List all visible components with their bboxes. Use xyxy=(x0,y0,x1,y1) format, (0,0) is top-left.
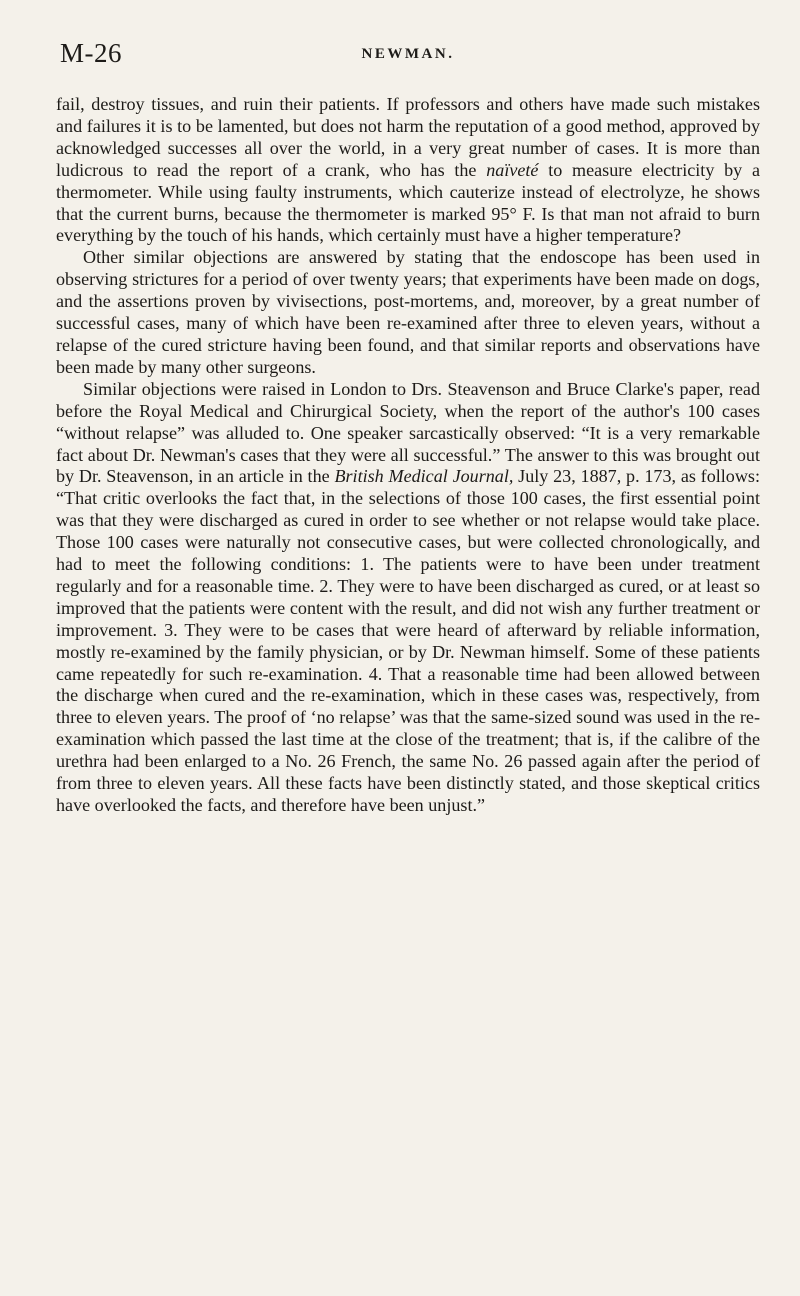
paragraph xyxy=(56,94,760,247)
text-run: Other similar objections are answered by stating that the endoscope has been used in observing strictures for a period of over twenty years; that experiments have been made on dogs, and the assertions proven by vivisections, post-mortems, and, moreover, by a great number of successful cases, many of which have been re-examined after three to eleven years, without a relapse of the cured stricture having been found, and that similar reports and observations have been made by many other surgeons. xyxy=(56,247,760,377)
running-title: NEWMAN. xyxy=(361,46,455,62)
body-text xyxy=(56,94,760,817)
italic-text: naïveté xyxy=(486,159,539,180)
text-run: July 23, 1887, p. 173, as follows: “That critic overlooks the fact that, in the selections of those 100 cases, the first essential point was that they were discharged as cured in order to see whether or not relapse would take place. Those 100 cases were naturally not consecutive cases, but were collected chronologically, and had to meet the following conditions: 1. The patients were to have been under treatment regularly and for a reasonable time. 2. They were to have been discharged as cured, or at least so improved that the patients were content with the result, and did not wish any further treatment or improvement. 3. They were to be cases that were heard of afterward by reliable information, mostly re-examined by the family physician, or by Dr. Newman himself. Some of these patients came repeatedly for such re-examination. 4. That a reasonable time had been allowed between the discharge when cured and the re-examination, which in these cases was, respectively, from three to eleven years. The proof of ‘no relapse’ was that the same-sized sound was used in the re-examination which passed the last time at the close of the treatment; that is, if the calibre of the urethra had been enlarged to a No. 26 French, the same No. 26 passed again after the period of from three to eleven years. All these facts have been distinctly stated, and those skeptical critics have overlooked the facts, and therefore have been unjust.” xyxy=(56,466,760,815)
text-run: Similar objections were raised in London to Drs. Steavenson and Bruce Clarke's paper, read before the Royal Medical and Chirurgical Society, when the report of the author's 100 cases “without relapse” was alluded to. One speaker sarcastically observed: “It is a very remarkable fact about Dr. Newman's cases that they were all successful.” The answer to this was brought out by Dr. Steavenson, in an article in the xyxy=(56,378,760,487)
text-run: fail, destroy tissues, and ruin their patients. If professors and others have made such mistakes and failures it is to be lamented, but does not harm the reputation of a good method, approved by acknowledged successes all over the world, in a very great number of cases. It is more than ludicrous to read the report of a crank, who has the xyxy=(56,94,760,180)
page-header xyxy=(56,38,760,72)
italic-text: British Medical Journal, xyxy=(334,466,514,487)
page-number: M-26 xyxy=(60,38,122,68)
paragraph xyxy=(56,247,760,378)
text-run: to measure electricity by a thermometer. While using faulty instruments, which cauterize instead of electrolyze, he shows that the current burns, because the thermometer is marked 95° F. Is that man not afraid to burn everything by the touch of his hands, which certainly must have a higher temperature? xyxy=(56,159,760,246)
paragraph xyxy=(56,379,760,817)
